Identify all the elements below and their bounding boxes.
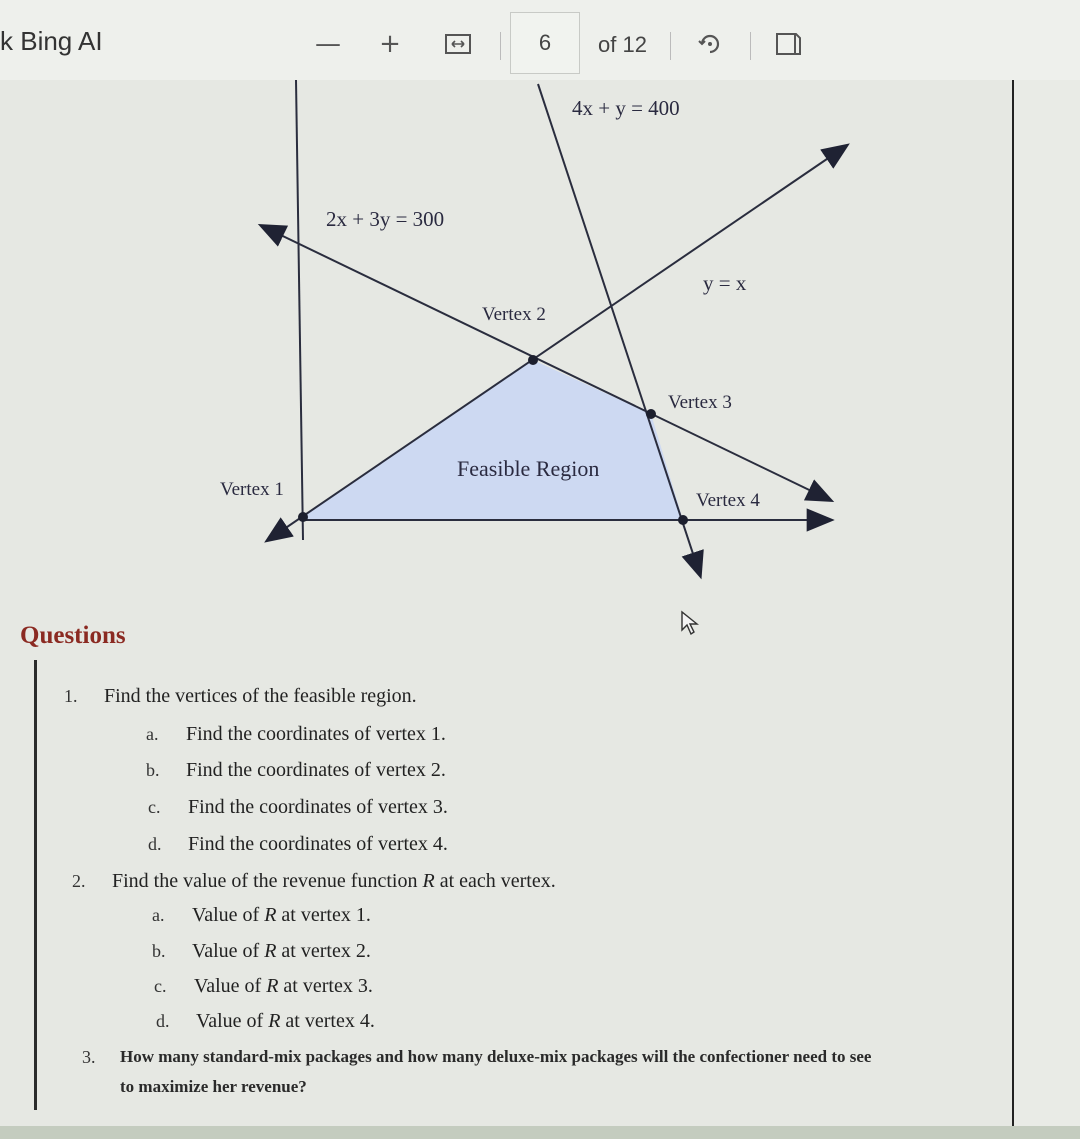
vertex-3-label: Vertex 3 [668,392,732,413]
page-number-input[interactable]: 6 [510,12,580,74]
app-title: k Bing AI [0,26,103,56]
feasible-region-label: Feasible Region [457,456,600,481]
q1-sub-c-letter: c. [148,797,161,817]
line-label-2x-3y-300: 2x + 3y = 300 [326,207,445,231]
q1-sub-c-text: Find the coordinates of vertex 3. [188,796,448,818]
q2-sub-c-letter: c. [154,976,167,996]
question-2-number: 2. [72,871,86,891]
vertex-3-dot [646,409,656,419]
q2-sub-b-text: Value of R at vertex 2. [192,940,371,962]
q2-sub-c-text: Value of R at vertex 3. [194,975,373,997]
q1-sub-a-text: Find the coordinates of vertex 1. [186,723,446,745]
question-3-line-2: to maximize her revenue? [120,1077,307,1096]
q2-sub-d-text: Value of R at vertex 4. [196,1010,375,1032]
mouse-cursor-icon [680,610,700,641]
questions-heading: Questions [20,622,126,649]
q1-sub-b-letter: b. [146,760,160,780]
zoom-in-button[interactable]: + [379,29,401,59]
question-3-number: 3. [82,1047,96,1067]
feasible-region-polygon [303,360,683,520]
line-label-y-equals-x: y = x [703,271,747,295]
line-label-4x-y-400: 4x + y = 400 [572,96,680,120]
y-axis [296,80,303,540]
vertex-2-label: Vertex 2 [482,304,546,325]
q2-sub-a-letter: a. [152,905,165,925]
q2-sub-a-text: Value of R at vertex 1. [192,904,371,926]
q1-sub-d-letter: d. [148,834,162,854]
question-1-number: 1. [64,686,78,706]
page-border-left [34,660,37,1110]
vertex-4-dot [678,515,688,525]
q2-sub-b-letter: b. [152,941,166,961]
q1-sub-a-letter: a. [146,724,159,744]
q1-sub-d-text: Find the coordinates of vertex 4. [188,833,448,855]
q2-sub-d-letter: d. [156,1011,170,1031]
page-total: of 12 [598,32,647,57]
question-2-text: Find the value of the revenue function R at each vertex. [112,870,556,892]
vertex-4-label: Vertex 4 [696,490,760,511]
window-bottom-strip [0,1126,1080,1139]
vertex-2-dot [528,355,538,365]
vertex-1-label: Vertex 1 [220,479,284,500]
zoom-out-button[interactable]: — [315,29,341,59]
q1-sub-b-text: Find the coordinates of vertex 2. [186,759,446,781]
vertex-1-dot [298,512,308,522]
question-1-text: Find the vertices of the feasible region. [104,685,417,707]
question-3-line-1: How many standard-mix packages and how many deluxe-mix packages will the confectioner need to see [120,1047,872,1066]
